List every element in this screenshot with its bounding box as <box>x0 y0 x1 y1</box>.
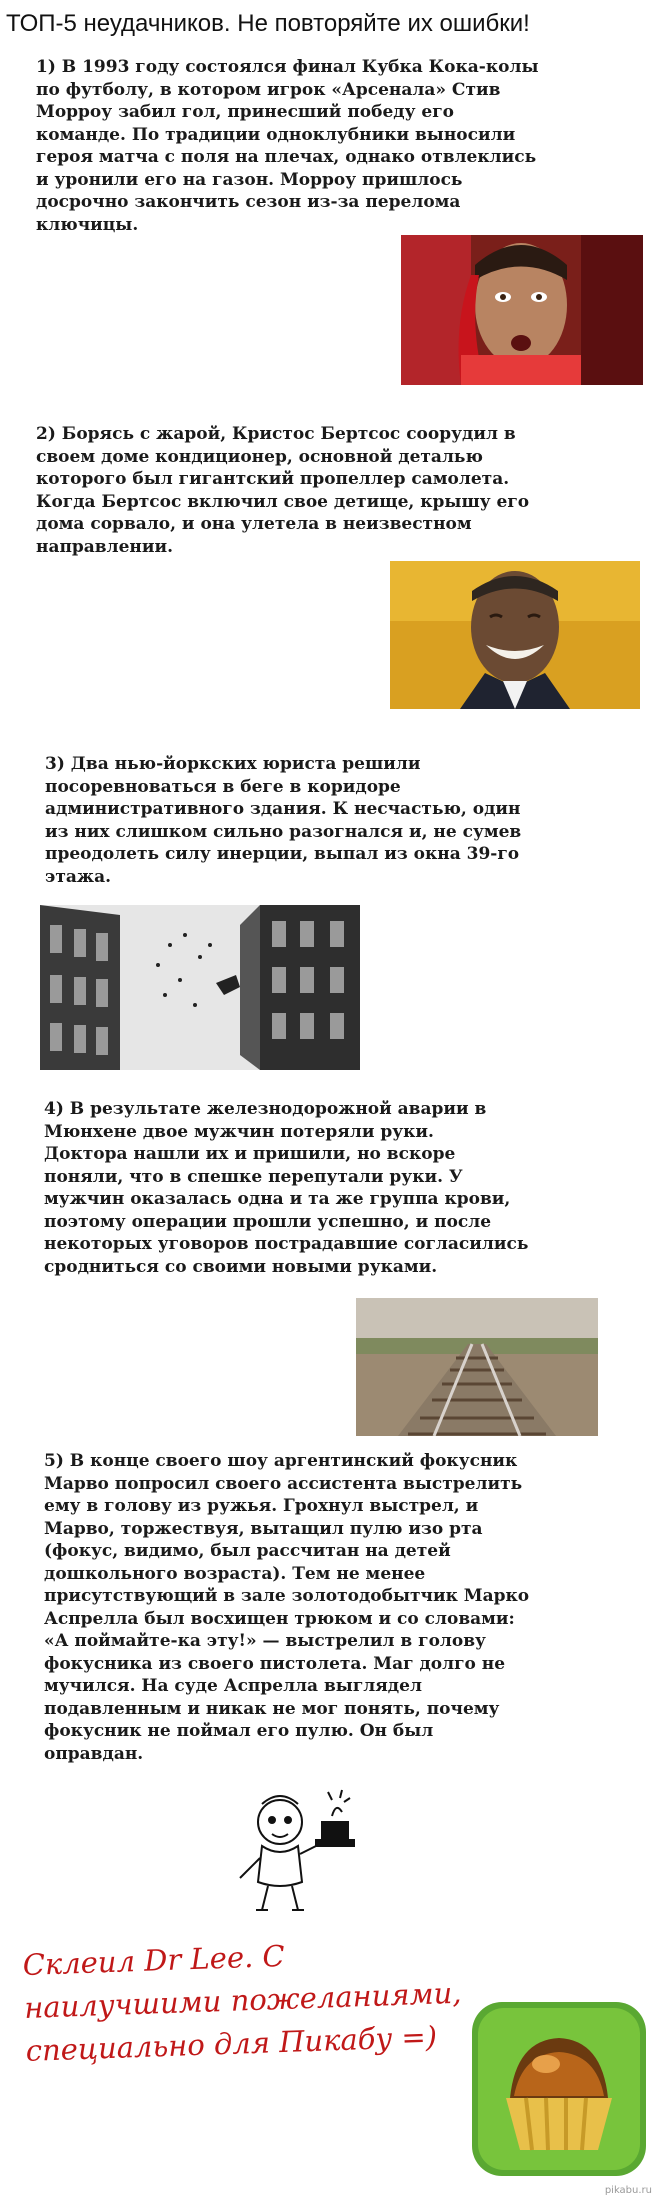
story-line: мужчин оказалась одна и та же группа крови, <box>44 1189 511 1209</box>
story-5-text <box>44 1450 644 1765</box>
story-line: мучился. На суде Аспрелла выглядел <box>44 1676 422 1696</box>
author-signature <box>22 1928 476 2073</box>
story-line: фокусника из своего пистолета. Маг долго не <box>44 1653 506 1674</box>
story-line: присутствующий в зале золотодобытчик Марко <box>44 1586 530 1606</box>
story-line: сродниться со своими новыми руками. <box>44 1256 438 1277</box>
story-line: команде. По традиции одноклубники выносили <box>36 124 516 145</box>
story-line: 3) Два нью-йоркских юриста решили <box>45 754 421 774</box>
story-1-text <box>36 56 636 236</box>
story-line: (фокус, видимо, был рассчитан на детей <box>44 1541 451 1561</box>
story-line: Мюнхене двое мужчин потеряли руки. <box>44 1121 434 1142</box>
story-1-photo-injured-footballer <box>401 235 643 385</box>
signature-line: специально для Пикабу =) <box>25 2019 438 2068</box>
story-line: героя матча с поля на плечах, однако отвлеклись <box>36 147 537 167</box>
story-line: «А поймайте-ка эту!» — выстрелил в голову <box>44 1631 486 1651</box>
story-line: этажа. <box>45 866 111 887</box>
story-3-photo-falling-between-buildings <box>40 905 360 1070</box>
story-line: 2) Борясь с жарой, Кристос Бертсос соорудил в <box>36 424 516 444</box>
story-3-text <box>45 753 635 888</box>
story-line: Марво, торжествуя, вытащил пулю изо рта <box>44 1518 483 1539</box>
story-line: своем доме кондиционер, основной деталью <box>36 446 483 467</box>
story-5-magician-cartoon <box>232 1782 362 1914</box>
story-line: 4) В результате железнодорожной аварии в <box>44 1099 487 1119</box>
story-line: ему в голову из ружья. Грохнул выстрел, и <box>44 1496 479 1516</box>
signature-line: Склеил Dr Lee. С <box>22 1938 286 1982</box>
story-line: досрочно закончить сезон из-за перелома <box>36 192 461 212</box>
story-line: по футболу, в котором игрок «Арсенала» Стив <box>36 79 501 100</box>
page-title: ТОП-5 неудачников. Не повторяйте их ошибки! <box>6 10 530 37</box>
pikabu-cupcake-logo <box>470 2000 648 2178</box>
story-line: поняли, что в спешке перепутали руки. У <box>44 1166 463 1187</box>
story-line: из них слишком сильно разогнался и, не сумев <box>45 821 522 842</box>
story-line: и уронили его на газон. Морроу пришлось <box>36 169 463 190</box>
story-line: преодолеть силу инерции, выпал из окна 39-го <box>45 844 520 864</box>
story-4-text <box>44 1098 644 1278</box>
story-line: Когда Бертсос включил свое детище, крышу его <box>36 491 530 512</box>
story-line: некоторых уговоров пострадавшие согласились <box>44 1234 529 1254</box>
story-4-photo-railway-tracks <box>356 1298 598 1436</box>
story-line: ключицы. <box>36 214 139 235</box>
story-line: Аспрелла был восхищен трюком и со словами: <box>44 1608 515 1629</box>
story-line: подавленным и никак не мог понять, почему <box>44 1698 500 1719</box>
story-line: направлении. <box>36 536 173 557</box>
story-line: административного здания. К несчастью, один <box>45 799 521 819</box>
story-line: 1) В 1993 году состоялся финал Кубка Кока-колы <box>36 57 539 77</box>
story-2-photo-laughing-man <box>390 561 640 709</box>
story-line: дошкольного возраста). Тем не менее <box>44 1563 426 1584</box>
story-line: поэтому операции прошли успешно, и после <box>44 1211 492 1232</box>
story-line: посоревноваться в беге в коридоре <box>45 776 401 797</box>
watermark: pikabu.ru <box>604 2185 652 2196</box>
story-line: дома сорвало, и она улетела в неизвестном <box>36 514 472 534</box>
story-line: фокусник не поймал его пулю. Он был <box>44 1721 434 1741</box>
story-line: Доктора нашли их и пришили, но вскоре <box>44 1144 456 1164</box>
story-line: 5) В конце своего шоу аргентинский фокусник <box>44 1451 518 1471</box>
story-line: которого был гигантский пропеллер самолета. <box>36 469 510 489</box>
story-line: Марво попросил своего ассистента выстрелить <box>44 1473 523 1494</box>
signature-line: наилучшими пожеланиями, <box>23 1975 462 2025</box>
story-line: оправдан. <box>44 1743 144 1764</box>
story-2-text <box>36 423 636 558</box>
story-line: Морроу забил гол, принесший победу его <box>36 102 454 122</box>
